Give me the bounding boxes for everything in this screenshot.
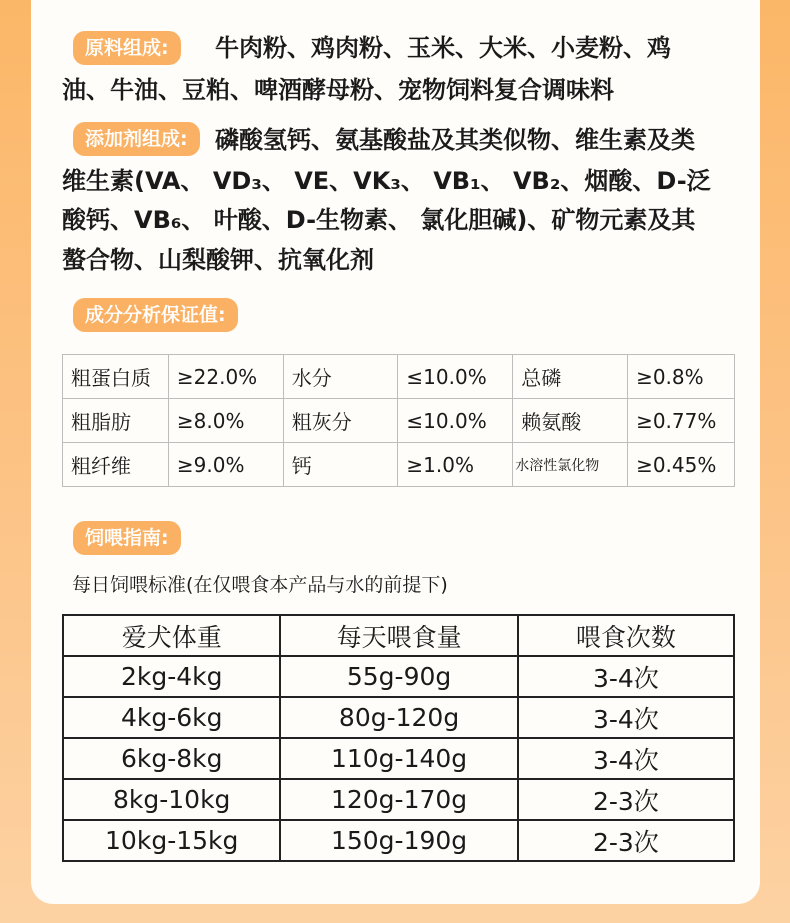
feeding-label: 饲喂指南: (73, 521, 181, 555)
table-cell: ≥0.77% (628, 399, 735, 443)
table-cell: 钙 (283, 443, 398, 487)
additives-line1: 磷酸氢钙、氨基酸盐及其类似物、维生素及类 (215, 126, 695, 154)
table-cell: 4kg-6kg (63, 697, 280, 738)
additives-line4: 螯合物、山梨酸钾、抗氧化剂 (62, 246, 374, 274)
additives-line2: 维生素(VA、 VD₃、 VE、VK₃、 VB₁、 VB₂、烟酸、D-泛 (62, 167, 711, 195)
table-row (63, 355, 735, 399)
analysis-label: 成分分析保证值: (73, 298, 238, 332)
ingredients-label: 原料组成: (73, 31, 181, 65)
table-cell: ≥8.0% (168, 399, 283, 443)
table-cell: 赖氨酸 (513, 399, 628, 443)
table-cell: 3-4次 (518, 738, 734, 779)
table-cell: 3-4次 (518, 656, 734, 697)
table-header-cell: 每天喂食量 (280, 615, 517, 656)
table-row (63, 779, 734, 820)
ingredients-line2: 油、牛油、豆粕、啤酒酵母粉、宠物饲料复合调味料 (62, 76, 614, 104)
table-cell: 55g-90g (280, 656, 517, 697)
table-cell: ≥0.45% (628, 443, 735, 487)
ingredients-line1: 牛肉粉、鸡肉粉、玉米、大米、小麦粉、鸡 (215, 34, 671, 62)
table-cell: 3-4次 (518, 697, 734, 738)
table-cell: 120g-170g (280, 779, 517, 820)
table-row (63, 443, 735, 487)
table-cell: 2-3次 (518, 779, 734, 820)
table-cell: ≥9.0% (168, 443, 283, 487)
table-row (63, 697, 734, 738)
table-cell: 粗纤维 (63, 443, 169, 487)
table-cell: 110g-140g (280, 738, 517, 779)
feeding-table (62, 614, 735, 862)
table-cell: 150g-190g (280, 820, 517, 861)
table-cell: 粗脂肪 (63, 399, 169, 443)
table-header-row (63, 615, 734, 656)
table-cell: 总磷 (513, 355, 628, 399)
table-cell: ≥22.0% (168, 355, 283, 399)
table-header-cell: 爱犬体重 (63, 615, 280, 656)
additives-line3: 酸钙、VB₆、 叶酸、D-生物素、 氯化胆碱)、矿物元素及其 (62, 206, 696, 234)
table-cell: 水分 (283, 355, 398, 399)
table-cell: 2-3次 (518, 820, 734, 861)
table-cell: 水溶性氯化物 (513, 443, 628, 487)
additives-label: 添加剂组成: (73, 122, 200, 156)
table-row (63, 399, 735, 443)
table-cell: 8kg-10kg (63, 779, 280, 820)
table-cell: ≥1.0% (398, 443, 513, 487)
analysis-table (62, 354, 735, 487)
table-cell: 80g-120g (280, 697, 517, 738)
table-cell: 2kg-4kg (63, 656, 280, 697)
table-header-cell: 喂食次数 (518, 615, 734, 656)
table-cell: 粗蛋白质 (63, 355, 169, 399)
table-cell: 粗灰分 (283, 399, 398, 443)
feeding-note: 每日饲喂标准(在仅喂食本产品与水的前提下) (72, 574, 448, 596)
table-cell: ≥0.8% (628, 355, 735, 399)
table-row (63, 738, 734, 779)
table-cell: ≤10.0% (398, 399, 513, 443)
table-row (63, 656, 734, 697)
table-cell: 10kg-15kg (63, 820, 280, 861)
table-cell: ≤10.0% (398, 355, 513, 399)
table-row (63, 820, 734, 861)
table-cell: 6kg-8kg (63, 738, 280, 779)
